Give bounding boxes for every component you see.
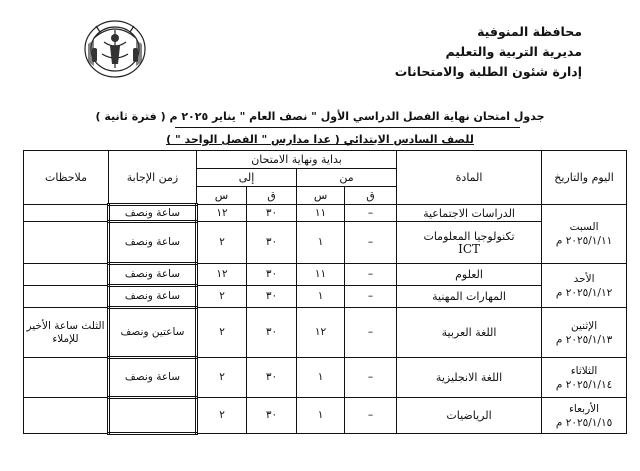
notes-header: ملاحظات: [24, 151, 109, 205]
duration-cell: ساعتين ونصف: [109, 308, 197, 358]
notes-cell: الثلث ساعة الأخير للإملاء: [24, 308, 109, 358]
from-hours-header: س: [297, 187, 345, 205]
subject-cell: [397, 222, 542, 264]
subject-cell: اللغة الانجليزية: [397, 358, 542, 398]
department-name: إدارة شئون الطلبة والامتحانات: [394, 64, 582, 79]
subject-name: تكنولوجيا المعلومات: [423, 229, 515, 243]
notes-cell: [24, 286, 109, 308]
day-name: الأحد: [573, 272, 595, 285]
to-hours-cell: ٢: [197, 286, 247, 308]
duration-cell: ساعة ونصف: [109, 264, 197, 286]
subject-cell: الدراسات الاجتماعية: [397, 205, 542, 222]
table-row: [24, 358, 627, 398]
from-minutes-cell: –: [345, 205, 397, 222]
subject-abbreviation: ICT: [458, 241, 481, 256]
notes-cell: [24, 398, 109, 434]
day-date: ٢٠٢٥/١/١٤ م: [555, 378, 613, 391]
from-header: من: [297, 169, 397, 187]
to-minutes-cell: ٣٠: [247, 286, 297, 308]
day-date-header: اليوم والتاريخ: [542, 151, 627, 205]
subject-cell: العلوم: [397, 264, 542, 286]
from-minutes-cell: –: [345, 358, 397, 398]
day-date: ٢٠٢٥/١/١٣ م: [555, 333, 613, 346]
to-hours-cell: ١٢: [197, 205, 247, 222]
day-date: ٢٠٢٥/١/١١ م: [555, 235, 613, 247]
notes-cell: [24, 358, 109, 398]
duration-header: زمن الإجابة: [109, 151, 197, 205]
table-row: [24, 222, 627, 264]
to-minutes-cell: ٣٠: [247, 205, 297, 222]
to-hours-cell: ٢: [197, 358, 247, 398]
day-cell: [542, 308, 627, 358]
to-minutes-header: ق: [247, 187, 297, 205]
schedule-subtitle: للصف السادس الابتدائي ( عدا مدارس " الفصل الواحد " ): [166, 133, 474, 146]
from-hours-cell: ١١: [297, 264, 345, 286]
day-cell: [542, 398, 627, 434]
day-name: الثلاثاء: [570, 364, 598, 377]
schedule-title: جدول امتحان نهاية الفصل الدراسي الأول " نصف العام " يناير ٢٠٢٥ م ( فترة ثانية ): [95, 110, 545, 123]
from-minutes-header: ق: [345, 187, 397, 205]
table-row: [24, 398, 627, 434]
day-cell: [542, 205, 627, 264]
day-name: السبت: [569, 221, 599, 233]
duration-cell: [109, 398, 197, 434]
table-row: [24, 264, 627, 286]
to-hours-header: س: [197, 187, 247, 205]
to-hours-cell: ١٢: [197, 264, 247, 286]
to-hours-cell: ٢: [197, 398, 247, 434]
notes-cell: [24, 205, 109, 222]
to-minutes-cell: ٣٠: [247, 398, 297, 434]
from-minutes-cell: –: [345, 222, 397, 264]
to-minutes-cell: ٣٠: [247, 308, 297, 358]
directorate-name: مديرية التربية والتعليم: [445, 44, 582, 59]
subject-header: المادة: [397, 151, 542, 205]
table-row: [24, 286, 627, 308]
table-row: [24, 308, 627, 358]
duration-cell: ساعة ونصف: [109, 358, 197, 398]
subject-cell: الرياضيات: [397, 398, 542, 434]
governorate-name: محافظة المنوفية: [477, 24, 582, 39]
from-hours-cell: ١٢: [297, 308, 345, 358]
from-hours-cell: ١: [297, 398, 345, 434]
governorate-emblem-icon: [82, 18, 148, 80]
from-hours-cell: ١: [297, 358, 345, 398]
to-minutes-cell: ٣٠: [247, 264, 297, 286]
duration-cell: ساعة ونصف: [109, 205, 197, 222]
to-minutes-cell: ٣٠: [247, 222, 297, 264]
to-hours-cell: ٢: [197, 222, 247, 264]
day-name: الإثنين: [570, 319, 598, 332]
day-name: الأربعاء: [568, 402, 600, 415]
from-minutes-cell: –: [345, 398, 397, 434]
letterhead: [395, 22, 582, 82]
from-hours-cell: ١١: [297, 205, 345, 222]
subject-cell: المهارات المهنية: [397, 286, 542, 308]
from-minutes-cell: –: [345, 264, 397, 286]
table-row: [24, 205, 627, 222]
from-hours-cell: ١: [297, 286, 345, 308]
to-minutes-cell: ٣٠: [247, 358, 297, 398]
title-underline: [175, 127, 520, 128]
to-hours-cell: ٢: [197, 308, 247, 358]
duration-cell: ساعة ونصف: [109, 286, 197, 308]
notes-cell: [24, 264, 109, 286]
exam-schedule-table: [23, 150, 627, 435]
day-date: ٢٠٢٥/١/١٢ م: [555, 286, 613, 299]
day-cell: [542, 264, 627, 308]
notes-cell: [24, 222, 109, 264]
day-cell: [542, 358, 627, 398]
day-date: ٢٠٢٥/١/١٥ م: [555, 416, 613, 429]
from-minutes-cell: –: [345, 286, 397, 308]
from-hours-cell: ١: [297, 222, 345, 264]
subject-cell: اللغة العربية: [397, 308, 542, 358]
start-end-header: بداية ونهاية الامتحان: [197, 151, 397, 169]
to-header: إلى: [197, 169, 297, 187]
from-minutes-cell: –: [345, 308, 397, 358]
duration-cell: ساعة ونصف: [109, 222, 197, 264]
